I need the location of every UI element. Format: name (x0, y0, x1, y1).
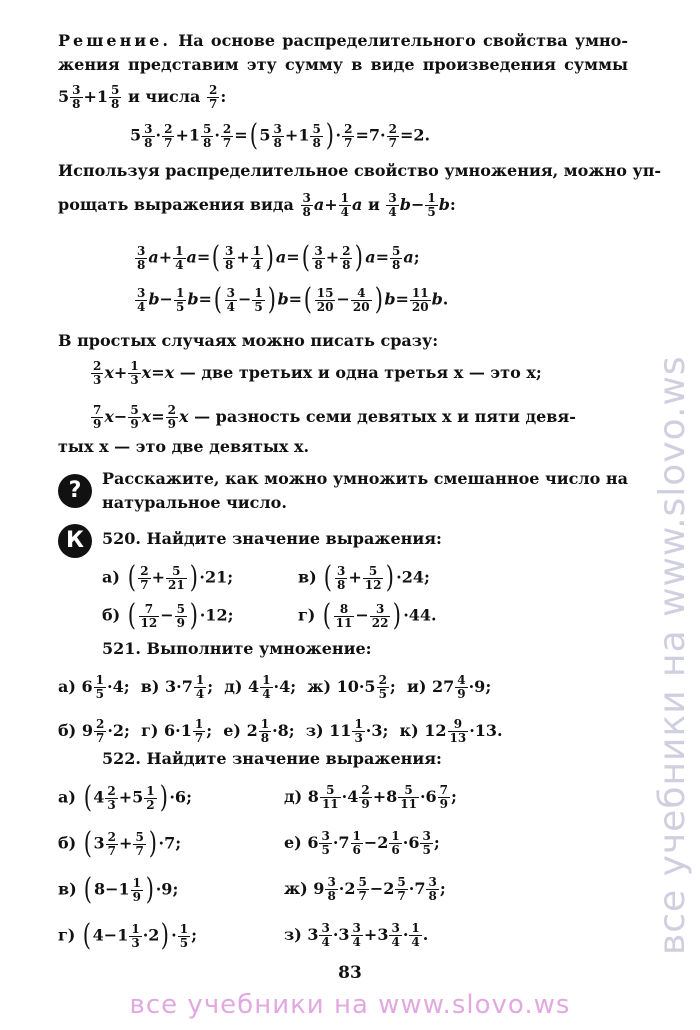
simple-cases: В простых случаях можно писать сразу: (58, 331, 439, 350)
watermark-side: все учебники на www.slovo.ws (652, 355, 693, 955)
example-2-cont: тых x — это две девятых x. (58, 437, 310, 456)
task-522-a: а) ( 4 $\frac{2}{3}$ +5 $\frac{1}{2}$ ) ·6; (58, 780, 192, 815)
task-521-title: 521. Выполните умножение: (102, 639, 372, 658)
solution-line-1: Решение. На основе распределительного свойства умно- (58, 31, 628, 50)
calc-line: 5 $\frac{3}{8}$ · $\frac{2}{7}$ +1 $\frac{5}{8}$ · $\frac{2}{7}$ =( 5 $\frac{3}{8}$ +1 $\frac{5}{8}$ ) · $\frac{2}{7}$ =7· $\frac{2}{7}$ =2. (130, 118, 431, 153)
formula-b: $\frac{3}{4}$ b− $\frac{1}{5}$ b=( $\frac{3}{4}$ − $\frac{1}{5}$ ) b=( $\frac{15}{20}$ − $\frac{4}{20}$ ) b= $\frac{11}{20}$ b. (137, 282, 449, 317)
solution-line-5: рощать выражения вида $\frac{3}{8}$ a+ $\frac{1}{4}$ a и $\frac{3}{4}$ b− $\frac{1}{5}$ b: (58, 191, 456, 219)
solution-line-3: 5 $\frac{3}{8}$ +1 $\frac{5}{8}$ и числа $\frac{2}{7}$ : (58, 83, 227, 111)
solution-line-4: Используя распределительное свойство умножения, можно уп- (58, 161, 662, 180)
solution-label: Решение. (58, 31, 171, 50)
watermark-bottom: все учебники на www.slovo.ws (129, 990, 571, 1020)
task-522-g: г) ( 4−1 $\frac{1}{3}$ ·2) · $\frac{1}{5}$ ; (58, 918, 197, 953)
formula-a: $\frac{3}{8}$ a+ $\frac{1}{4}$ a=( $\frac{3}{8}$ + $\frac{1}{4}$ ) a=( $\frac{3}{8}$ + $\frac{2}{8}$ ) a= $\frac{5}{8}$ a; (137, 240, 420, 275)
question-icon: ? (58, 474, 92, 508)
task-522-z: з) 3 $\frac{3}{4}$ ·3 $\frac{3}{4}$ +3 $\frac{3}{4}$ · $\frac{1}{4}$ . (284, 921, 429, 949)
question-line-1: Расскажите, как можно умножить смешанное число на (102, 469, 628, 488)
task-522-title: 522. Найдите значение выражения: (102, 749, 442, 768)
k-icon: К (58, 524, 92, 558)
question-line-2: натуральное число. (102, 493, 287, 512)
task-521-row-2: б) 9 $\frac{2}{7}$ ·2; г) 6·1 $\frac{1}{7}$ ; е) 2 $\frac{1}{8}$ ·8; з) 11 $\frac{1}{3}$ ·3; к) 12 $\frac{9}{13}$ ·13. (58, 717, 503, 745)
example-1: $\frac{2}{3}$ x+ $\frac{1}{3}$ x=x — две третьих и одна третья x — это x; (93, 359, 542, 387)
task-520-b: б) ( $\frac{7}{12}$ − $\frac{5}{9}$ ) ·12; (102, 598, 234, 633)
task-522-v: в) ( 8−1 $\frac{1}{9}$ ) ·9; (58, 872, 179, 907)
task-521-row-1: а) 6 $\frac{1}{5}$ ·4; в) 3·7 $\frac{1}{4}$ ; д) 4 $\frac{1}{4}$ ·4; ж) 10·5 $\frac{2}{5}$ ; и) 27 $\frac{4}{9}$ ·9; (58, 673, 492, 701)
example-2: $\frac{7}{9}$ x− $\frac{5}{9}$ x= $\frac{2}{9}$ x — разность семи девятых x и пяти девя- (93, 403, 576, 431)
task-520-a: а) ( $\frac{2}{7}$ + $\frac{5}{21}$ ) ·21; (102, 560, 234, 595)
task-520-title: 520. Найдите значение выражения: (102, 529, 442, 548)
task-520-g: г) ( $\frac{8}{11}$ − $\frac{3}{22}$ ) ·44. (298, 598, 437, 633)
task-522-d: д) 8 $\frac{5}{11}$ ·4 $\frac{2}{9}$ +8 $\frac{5}{11}$ ·6 $\frac{7}{9}$ ; (284, 783, 457, 811)
page-number: 83 (338, 963, 362, 983)
task-522-b: б) ( 3 $\frac{2}{7}$ + $\frac{5}{7}$ ) ·7; (58, 826, 182, 861)
task-520-v: в) ( $\frac{3}{8}$ + $\frac{5}{12}$ ) ·24; (298, 560, 430, 595)
solution-line-2: жения представим эту сумму в виде произведения суммы (58, 55, 628, 74)
task-522-zh: ж) 9 $\frac{3}{8}$ ·2 $\frac{5}{7}$ −2 $\frac{5}{7}$ ·7 $\frac{3}{8}$ ; (284, 875, 446, 903)
task-522-e: е) 6 $\frac{3}{5}$ ·7 $\frac{1}{6}$ −2 $\frac{1}{6}$ ·6 $\frac{3}{5}$ ; (284, 829, 440, 857)
